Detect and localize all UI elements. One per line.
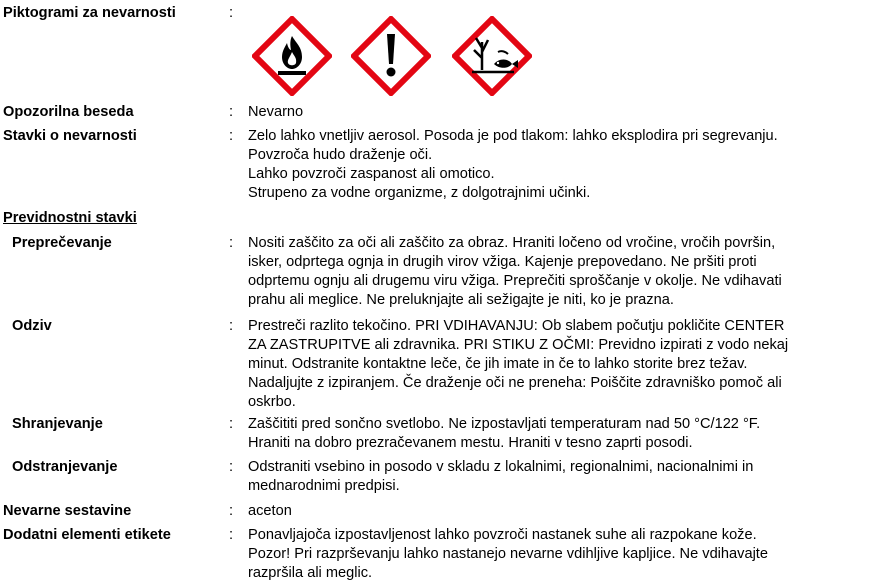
text-line: mednarodnimi predpisi. [248,478,400,494]
text-line: Zelo lahko vnetljiv aerosol. Posoda je pod tlakom: lahko eksplodira pri segrevanju. [248,128,778,144]
colon: : [229,503,234,519]
signal-word-value: Nevarno [248,104,304,120]
hazardous-components-label: Nevarne sestavine [3,503,132,519]
colon: : [229,459,234,475]
prevention-label: Preprečevanje [12,235,112,251]
prevention-text [248,234,868,310]
text-line: ZA ZASTRUPITVE ali zdravnika. PRI STIKU Z OČMI: Previdno izpirati z vodo nekaj [248,337,789,353]
colon: : [229,235,234,251]
text-line: Prestreči razlito tekočino. PRI VDIHAVANJU: Ob slabem počutju pokličite CENTER [248,318,785,334]
text-line: Odstraniti vsebino in posodo v skladu z lokalnimi, regionalnimi, nacionalnimi in [248,459,754,475]
additional-label-elements-text [248,526,868,583]
text-line: oskrbo. [248,394,296,410]
hazard-statements-label: Stavki o nevarnosti [3,128,137,144]
colon: : [229,527,234,543]
disposal-text [248,458,868,496]
text-line: Lahko povzroči zaspanost ali omotico. [248,166,495,182]
text-line: odprtemu ognju ali drugemu viru vžiga. Preprečiti sproščanje v okolje. Ne vdihavati [248,273,782,289]
text-line: prahu ali meglice. Ne preluknjajte ali sežigajte je niti, ko je prazna. [248,292,674,308]
response-text [248,317,868,412]
colon: : [229,128,234,144]
colon: : [229,416,234,432]
text-line: Ponavljajoča izpostavljenost lahko povzroči nastanek suhe ali razpokane kože. [248,527,757,543]
text-line: Strupeno za vodne organizme, z dolgotrajnimi učinki. [248,185,591,201]
text-line: Nadaljujte z izpiranjem. Če draženje oči ne preneha: Poiščite zdravniško pomoč ali [248,375,782,391]
text-line: isker, odprtega ognja in drugih virov vžiga. Kajenje prepovedano. Ne pršiti proti [248,254,757,270]
environment-icon [452,16,532,96]
colon: : [229,5,234,21]
text-line: minut. Odstranite kontaktne leče, če jih imate in če to lahko storite brez težav. [248,356,748,372]
text-line: Hraniti na dobro prezračevanem mestu. Hraniti v tesno zaprti posodi. [248,435,693,451]
text-line: razpršila ali meglic. [248,565,373,581]
signal-word-label: Opozorilna beseda [3,104,134,120]
hazardous-components-value: aceton [248,503,292,519]
pictograms-label: Piktogrami za nevarnosti [3,5,176,21]
storage-text [248,415,868,453]
text-line: Pozor! Pri razprševanju lahko nastanejo nevarne vdihljive kapljice. Ne vdihavajte [248,546,768,562]
exclamation-mark-icon [351,16,431,96]
text-line: Povzroča hudo draženje oči. [248,147,433,163]
text-line: Nositi zaščito za oči ali zaščito za obraz. Hraniti ločeno od vročine, vročih površin, [248,235,776,251]
disposal-label: Odstranjevanje [12,459,118,475]
text-line: Zaščititi pred sončno svetlobo. Ne izpostavljati temperaturam nad 50 °C/122 °F. [248,416,761,432]
additional-label-elements-label: Dodatni elementi etikete [3,527,171,543]
colon: : [229,318,234,334]
storage-label: Shranjevanje [12,416,103,432]
flame-icon [252,16,332,96]
hazard-statements-text [248,127,868,203]
response-label: Odziv [12,318,52,334]
precautionary-heading: Previdnostni stavki [3,210,137,226]
colon: : [229,104,234,120]
